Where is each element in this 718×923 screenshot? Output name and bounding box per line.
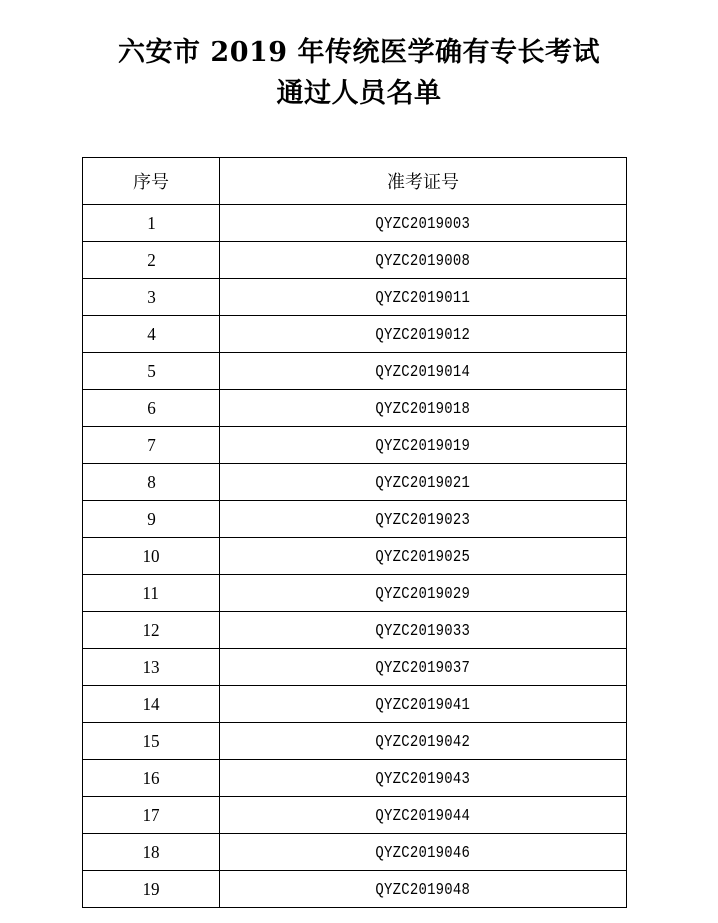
row-exam-id-cell xyxy=(220,501,627,538)
table-row xyxy=(83,353,627,390)
table-body xyxy=(83,205,627,908)
row-exam-id-cell xyxy=(220,797,627,834)
document-title-line-2: 通过人员名单 xyxy=(276,78,442,109)
row-exam-id: QYZC2019023 xyxy=(375,511,471,530)
row-exam-id-cell xyxy=(220,834,627,871)
row-exam-id: QYZC2019025 xyxy=(375,548,471,567)
row-exam-id: QYZC2019021 xyxy=(375,474,471,493)
row-seq: 16 xyxy=(142,767,160,788)
table-row xyxy=(83,279,627,316)
table-row xyxy=(83,760,627,797)
table-row xyxy=(83,686,627,723)
row-exam-id: QYZC2019029 xyxy=(375,585,471,604)
row-seq: 17 xyxy=(142,804,160,825)
row-exam-id: QYZC2019044 xyxy=(375,807,471,826)
table-header xyxy=(83,158,627,205)
row-seq-cell xyxy=(83,723,220,760)
row-seq: 6 xyxy=(146,397,156,418)
row-seq-cell xyxy=(83,205,220,242)
results-table xyxy=(82,157,627,908)
row-exam-id-cell xyxy=(220,871,627,908)
row-exam-id-cell xyxy=(220,760,627,797)
row-seq-cell xyxy=(83,501,220,538)
row-seq-cell xyxy=(83,686,220,723)
row-seq: 18 xyxy=(142,841,160,862)
table-row xyxy=(83,316,627,353)
row-exam-id-cell xyxy=(220,316,627,353)
row-seq-cell xyxy=(83,797,220,834)
row-seq: 7 xyxy=(146,434,156,455)
row-exam-id: QYZC2019037 xyxy=(375,659,471,678)
table-header-row xyxy=(83,158,627,205)
row-seq-cell xyxy=(83,575,220,612)
row-exam-id-cell xyxy=(220,205,627,242)
row-exam-id: QYZC2019011 xyxy=(375,289,471,308)
row-exam-id-cell xyxy=(220,353,627,390)
row-exam-id-cell xyxy=(220,279,627,316)
row-seq-cell xyxy=(83,834,220,871)
row-seq-cell xyxy=(83,760,220,797)
row-exam-id: QYZC2019019 xyxy=(375,437,471,456)
row-exam-id-cell xyxy=(220,427,627,464)
table-row xyxy=(83,575,627,612)
table-row xyxy=(83,390,627,427)
row-seq-cell xyxy=(83,316,220,353)
document-title-line-1: 六安市 2019 年传统医学确有专长考试 xyxy=(118,37,600,68)
row-seq: 14 xyxy=(142,693,160,714)
row-exam-id: QYZC2019043 xyxy=(375,770,471,789)
row-seq: 9 xyxy=(146,508,156,529)
row-seq-cell xyxy=(83,242,220,279)
row-exam-id-cell xyxy=(220,649,627,686)
row-exam-id: QYZC2019018 xyxy=(375,400,471,419)
row-seq: 15 xyxy=(142,730,160,751)
row-exam-id: QYZC2019003 xyxy=(375,215,471,234)
row-seq-cell xyxy=(83,871,220,908)
table-row xyxy=(83,242,627,279)
row-exam-id: QYZC2019041 xyxy=(375,696,471,715)
row-exam-id: QYZC2019008 xyxy=(375,252,471,271)
row-exam-id: QYZC2019033 xyxy=(375,622,471,641)
row-exam-id-cell xyxy=(220,575,627,612)
row-exam-id-cell xyxy=(220,723,627,760)
row-exam-id-cell xyxy=(220,612,627,649)
row-seq-cell xyxy=(83,649,220,686)
row-seq: 8 xyxy=(146,471,156,492)
row-seq: 1 xyxy=(146,212,156,233)
row-seq: 11 xyxy=(142,582,160,603)
row-seq: 12 xyxy=(142,619,160,640)
row-exam-id: QYZC2019012 xyxy=(375,326,471,345)
row-exam-id-cell xyxy=(220,464,627,501)
row-seq: 4 xyxy=(146,323,156,344)
row-seq: 3 xyxy=(146,286,156,307)
row-exam-id-cell xyxy=(220,686,627,723)
column-header-exam-id: 准考证号 xyxy=(220,158,627,205)
table-row xyxy=(83,649,627,686)
row-seq-cell xyxy=(83,464,220,501)
table-row xyxy=(83,871,627,908)
row-seq: 19 xyxy=(142,878,160,899)
row-seq-cell xyxy=(83,279,220,316)
table-row xyxy=(83,464,627,501)
row-exam-id: QYZC2019048 xyxy=(375,881,471,900)
row-exam-id: QYZC2019046 xyxy=(375,844,471,863)
row-exam-id: QYZC2019042 xyxy=(375,733,471,752)
row-exam-id: QYZC2019014 xyxy=(375,363,471,382)
column-header-seq: 序号 xyxy=(83,158,220,205)
table-row xyxy=(83,501,627,538)
table-row xyxy=(83,538,627,575)
row-seq-cell xyxy=(83,612,220,649)
table-row xyxy=(83,205,627,242)
row-seq-cell xyxy=(83,390,220,427)
row-exam-id-cell xyxy=(220,538,627,575)
row-seq-cell xyxy=(83,353,220,390)
row-exam-id-cell xyxy=(220,242,627,279)
table-row xyxy=(83,797,627,834)
row-seq: 13 xyxy=(142,656,160,677)
table-row xyxy=(83,723,627,760)
row-seq: 2 xyxy=(146,249,156,270)
table-row xyxy=(83,834,627,871)
row-seq: 5 xyxy=(146,360,156,381)
row-seq-cell xyxy=(83,427,220,464)
row-seq-cell xyxy=(83,538,220,575)
row-exam-id-cell xyxy=(220,390,627,427)
table-row xyxy=(83,612,627,649)
table-row xyxy=(83,427,627,464)
row-seq: 10 xyxy=(142,545,160,566)
